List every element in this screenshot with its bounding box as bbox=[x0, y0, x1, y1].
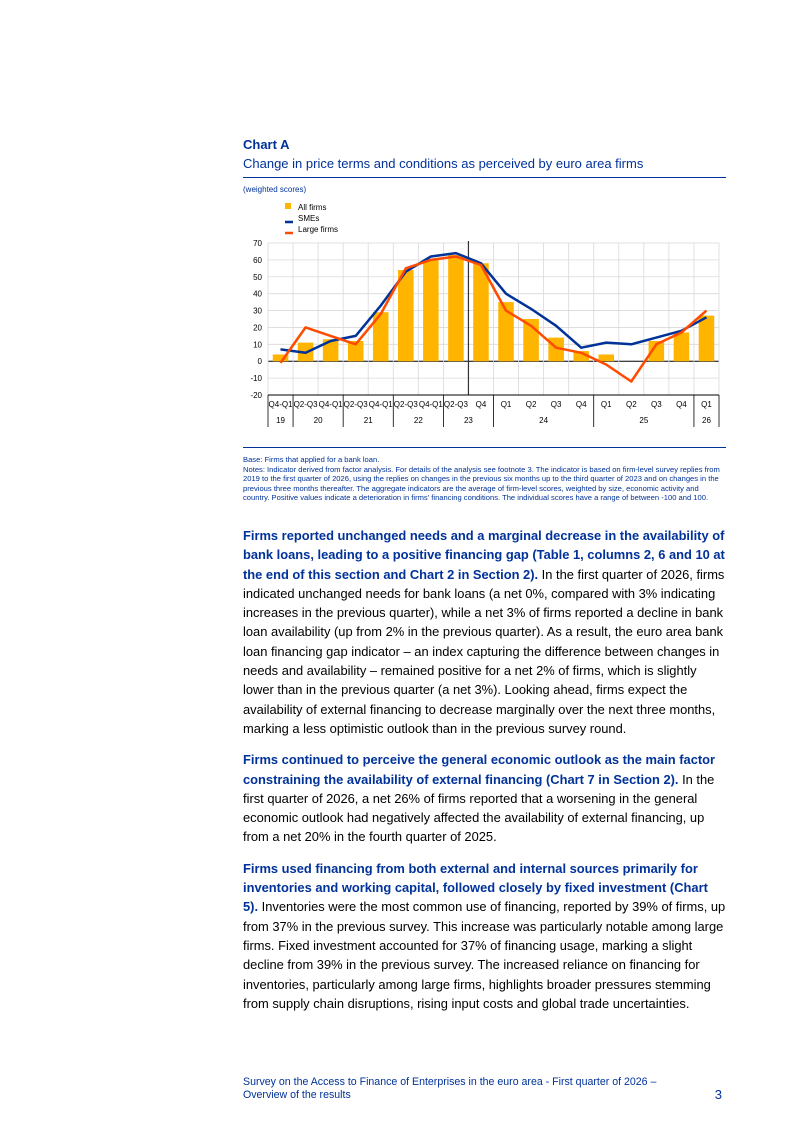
legend-label-large-firms: Large firms bbox=[298, 225, 339, 234]
x-tick-label: Q2 bbox=[525, 400, 537, 409]
bar-all-firms bbox=[473, 263, 489, 361]
x-tick-label: Q4-Q1 bbox=[268, 400, 293, 409]
x-tick-label: Q1 bbox=[600, 400, 612, 409]
x-tick-label: Q4 bbox=[575, 400, 587, 409]
y-tick-label: -10 bbox=[250, 374, 262, 384]
bar-all-firms bbox=[423, 260, 439, 361]
chart-title: Change in price terms and conditions as perceived by euro area firms bbox=[243, 156, 644, 171]
x-tick-label: Q2-Q3 bbox=[293, 400, 318, 409]
x-tick-label: Q4-Q1 bbox=[368, 400, 393, 409]
legend-label-smes: SMEs bbox=[298, 214, 320, 223]
x-tick-label: Q1 bbox=[500, 400, 512, 409]
x-tick-label: Q1 bbox=[701, 400, 712, 409]
paragraph-2 bbox=[243, 750, 726, 846]
year-label: 19 bbox=[276, 416, 285, 425]
page-number: 3 bbox=[714, 1087, 722, 1102]
bar-all-firms bbox=[398, 270, 414, 361]
chart-units: (weighted scores) bbox=[243, 185, 307, 194]
year-label: 21 bbox=[363, 416, 373, 425]
year-label: 25 bbox=[639, 416, 649, 425]
x-tick-label: Q3 bbox=[651, 400, 662, 409]
y-tick-label: 20 bbox=[253, 323, 262, 333]
legend-label-all-firms: All firms bbox=[298, 203, 327, 212]
title-rule bbox=[243, 177, 726, 178]
legend-swatch-all-firms bbox=[285, 203, 291, 209]
paragraph-1 bbox=[243, 526, 726, 738]
x-tick-label: Q4 bbox=[475, 400, 487, 409]
x-tick-label: Q2-Q3 bbox=[343, 400, 368, 409]
page-footer: Survey on the Access to Finance of Enterprises in the euro area - First quarter of 2026 – Overview of the results bbox=[243, 1076, 657, 1101]
paragraph-3-text: Inventories were the most common use of financing, reported by 39% of firms, up from 37% in the previous survey. This increase was particularly notable among large firms. Fixed investment accounted for 37% of financing usage, marking a slight decline from 39% in the previous survey. The increased reliance on financing for inventories, particularly among large firms, highlights broader pressures stemming from supply chain disruptions, rising input costs and global trade uncertainties. bbox=[243, 899, 726, 1011]
x-tick-label: Q3 bbox=[550, 400, 562, 409]
chart-label: Chart A bbox=[243, 137, 290, 152]
x-tick-label: Q2 bbox=[625, 400, 637, 409]
y-tick-label: 70 bbox=[253, 239, 262, 248]
body-text bbox=[243, 526, 726, 1025]
paragraph-3-lead: Firms used financing from both external and internal sources primarily for inventories and working capital, followed closely by fixed investment (Chart 5). bbox=[243, 860, 708, 915]
x-tick-label: Q2-Q3 bbox=[393, 400, 418, 409]
year-label: 26 bbox=[702, 416, 711, 425]
paragraph-2-lead: Firms continued to perceive the general economic outlook as the main factor constraining the availability of external financing (Chart 7 in Section 2). bbox=[243, 752, 716, 787]
year-label: 24 bbox=[539, 416, 549, 425]
paragraph-2-text: In the first quarter of 2026, a net 26% of firms reported that a worsening in the general economic outlook had negatively affected the availability of external financing, up from a net 20% in the fourth quarter of 2025. bbox=[243, 771, 715, 845]
x-tick-label: Q4-Q1 bbox=[318, 400, 343, 409]
x-tick-label: Q4 bbox=[676, 400, 687, 409]
y-tick-label: -20 bbox=[250, 391, 262, 400]
year-label: 23 bbox=[463, 416, 473, 425]
notes-text: Notes: Indicator derived from factor analysis. For details of the analysis see footnote 3. The indicator is based on firm-level survey replies from 2019 to the first quarter of 2026, using the replies on changes in the previous six months up to the third quarter of 2023 and on changes in the previous three months thereafter. The aggregate indicators are the average of firm-level scores, weighted by size, economic activity and country. Positive values indicate a deterioration in firms' financing conditions. The individual scores have a range of between -100 and 100. bbox=[243, 464, 720, 503]
y-tick-label: 40 bbox=[253, 289, 262, 299]
x-tick-label: Q4-Q1 bbox=[418, 400, 443, 409]
bar-all-firms bbox=[699, 316, 715, 362]
paragraph-1-text: In the first quarter of 2026, firms indicated unchanged needs for bank loans (a net 0%, compared with 3% indicating increases in the previous quarter), while a net 3% of firms reported a decline in bank loan availability (up from 2% in the previous quarter). As a result, the euro area bank loan financing gap indicator – an index capturing the difference between changes in needs and availability – remained positive for a net 2% of firms, which is slightly lower than in the previous quarter (a net 3%). Looking ahead, firms expect the availability of external financing to decrease marginally over the next three months, marking a less optimistic outlook than in the previous survey round. bbox=[243, 566, 725, 736]
year-label: 20 bbox=[313, 416, 323, 425]
bar-all-firms bbox=[598, 354, 614, 361]
y-tick-label: 60 bbox=[253, 255, 262, 265]
x-tick-label: Q2-Q3 bbox=[443, 400, 468, 409]
chart-notes bbox=[243, 455, 726, 503]
paragraph-3 bbox=[243, 859, 726, 1013]
y-tick-label: 10 bbox=[253, 340, 262, 350]
y-tick-label: 0 bbox=[257, 357, 262, 367]
paragraph-1-lead: Firms reported unchanged needs and a marginal decrease in the availability of bank loans, leading to a positive financing gap (Table 1, columns 2, 6 and 10 at the end of this section and Chart 2 in Section 2). bbox=[243, 528, 725, 582]
y-tick-label: 50 bbox=[253, 272, 262, 282]
bar-all-firms bbox=[674, 333, 690, 362]
bar-all-firms bbox=[448, 255, 464, 361]
base-note: Base: Firms that applied for a bank loan. bbox=[243, 455, 380, 464]
year-label: 22 bbox=[413, 416, 423, 425]
chart-plot bbox=[243, 198, 726, 438]
y-tick-label: 30 bbox=[253, 306, 262, 316]
notes-rule bbox=[243, 447, 726, 448]
